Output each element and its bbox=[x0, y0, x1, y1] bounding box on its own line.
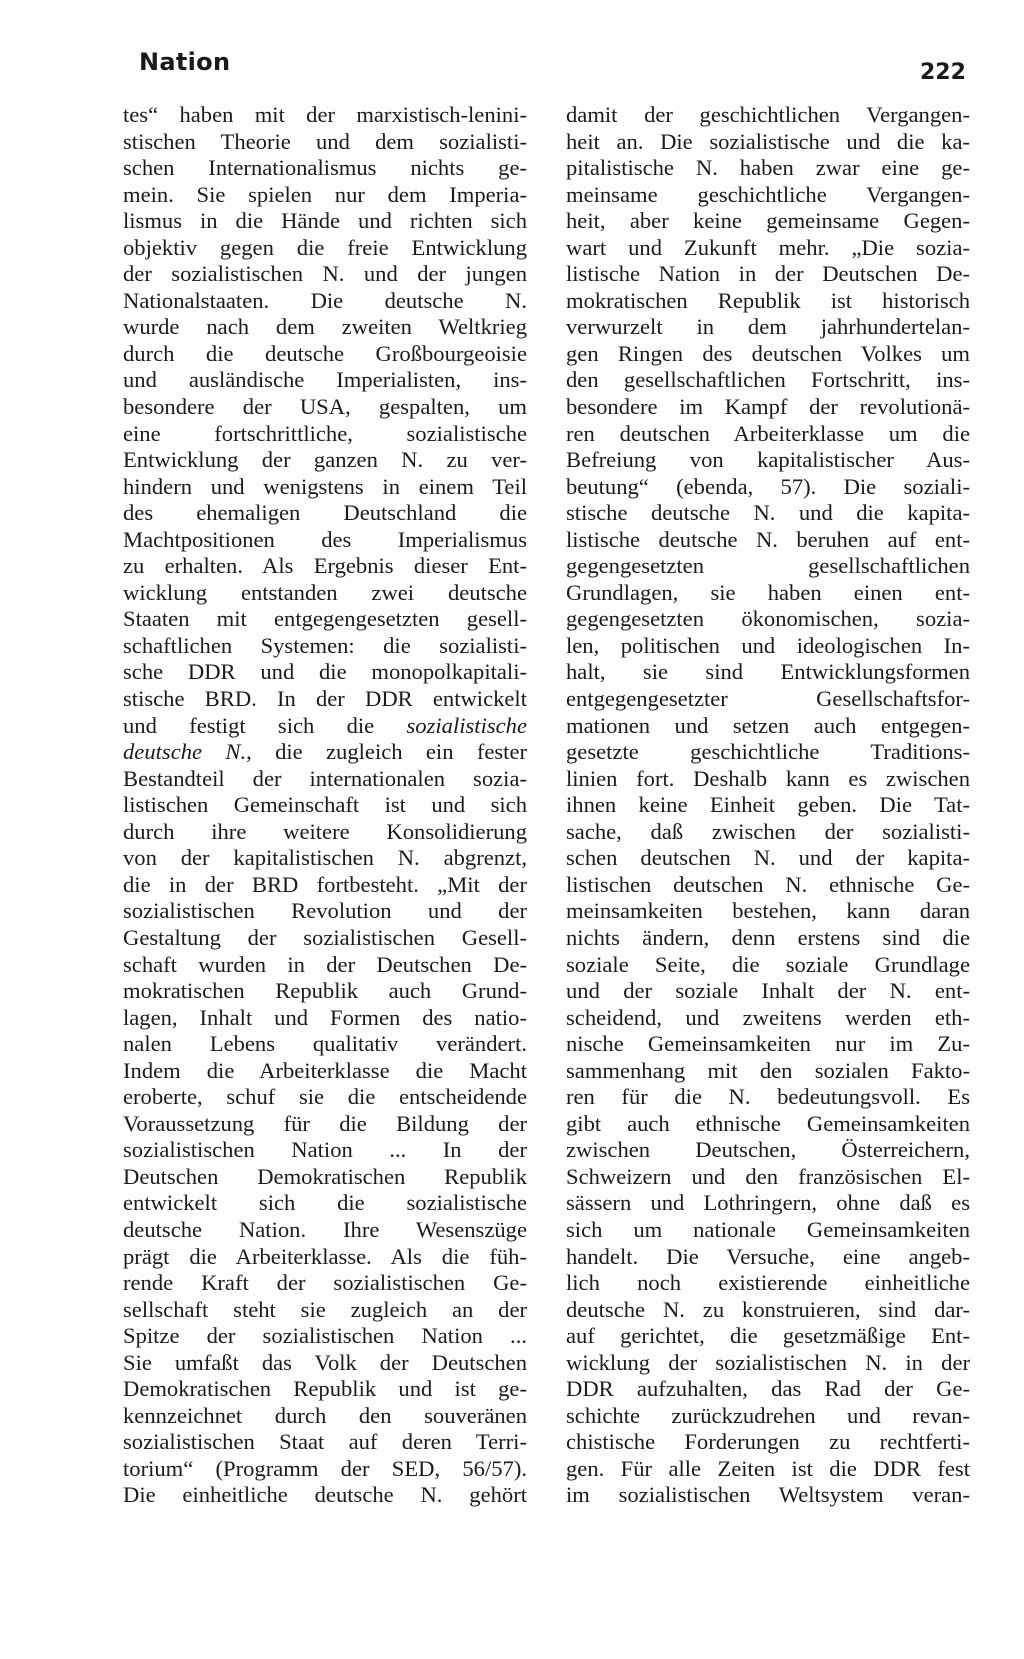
text-line: Bestandteil der internationalen sozia- bbox=[123, 765, 527, 791]
text-line: ren deutschen Arbeiterklasse um die bbox=[566, 420, 970, 446]
text-line: ihnen keine Einheit geben. Die Tat- bbox=[566, 792, 970, 818]
text-line: heit, aber keine gemeinsame Gegen- bbox=[566, 208, 970, 234]
text-line: chistische Forderungen zu rechtferti- bbox=[566, 1429, 970, 1455]
text-line: sozialistischen Staat auf deren Terri- bbox=[123, 1429, 527, 1455]
text-line: deutsche N. zu konstruieren, sind dar- bbox=[566, 1296, 970, 1322]
text-line: mationen und setzen auch entgegen- bbox=[566, 712, 970, 738]
text-line: mokratischen Republik ist historisch bbox=[566, 287, 970, 313]
text-line: tes“ haben mit der marxistisch-lenini- bbox=[123, 102, 527, 127]
text-line: eine fortschrittliche, sozialistische bbox=[123, 420, 527, 446]
text-line: beutung“ (ebenda, 57). Die soziali- bbox=[566, 473, 970, 499]
page-number: 222 bbox=[920, 60, 966, 85]
text-line: wicklung entstanden zwei deutsche bbox=[123, 579, 527, 605]
text-line: torium“ (Programm der SED, 56/57). bbox=[123, 1455, 527, 1481]
text-line: deutsche N., die zugleich ein fester bbox=[123, 739, 527, 765]
text-line: scheidend, und zweitens werden eth- bbox=[566, 1004, 970, 1030]
text-line: ren für die N. bedeutungsvoll. Es bbox=[566, 1084, 970, 1110]
text-line: die in der BRD fortbesteht. „Mit der bbox=[123, 871, 527, 897]
text-line: sellschaft steht sie zugleich an der bbox=[123, 1296, 527, 1322]
text-line: sässern und Lothringern, ohne daß es bbox=[566, 1190, 970, 1216]
text-line: listische deutsche N. beruhen auf ent- bbox=[566, 526, 970, 552]
text-line: mein. Sie spielen nur dem Imperia- bbox=[123, 181, 527, 207]
text-line: Entwicklung der ganzen N. zu ver- bbox=[123, 447, 527, 473]
text-line: objektiv gegen die freie Entwicklung bbox=[123, 234, 527, 260]
text-line: schichte zurückzudrehen und revan- bbox=[566, 1402, 970, 1428]
text-line: linien fort. Deshalb kann es zwischen bbox=[566, 765, 970, 791]
text-line: nichts ändern, denn erstens sind die bbox=[566, 924, 970, 950]
text-line: Nationalstaaten. Die deutsche N. bbox=[123, 287, 527, 313]
text-column-left bbox=[123, 102, 527, 1509]
text-line: Gestaltung der sozialistischen Gesell- bbox=[123, 924, 527, 950]
text-line: listische Nation in der Deutschen De- bbox=[566, 261, 970, 287]
text-line: prägt die Arbeiterklasse. Als die füh- bbox=[123, 1243, 527, 1269]
text-line: der sozialistischen N. und der jungen bbox=[123, 261, 527, 287]
text-column-right bbox=[566, 102, 970, 1509]
text-line: sich um nationale Gemeinsamkeiten bbox=[566, 1216, 970, 1242]
text-line: gesetzte geschichtliche Traditions- bbox=[566, 739, 970, 765]
text-line: soziale Seite, die soziale Grundlage bbox=[566, 951, 970, 977]
text-line: Deutschen Demokratischen Republik bbox=[123, 1163, 527, 1189]
text-line: Die einheitliche deutsche N. gehört bbox=[123, 1482, 527, 1508]
text-line: sozialistischen Nation ... In der bbox=[123, 1137, 527, 1163]
text-line: und der soziale Inhalt der N. ent- bbox=[566, 978, 970, 1004]
text-line: meinsame geschichtliche Vergangen- bbox=[566, 181, 970, 207]
text-line: nische Gemeinsamkeiten nur im Zu- bbox=[566, 1031, 970, 1057]
text-line: pitalistische N. haben zwar eine ge- bbox=[566, 155, 970, 181]
text-line: durch die deutsche Großbourgeoisie bbox=[123, 340, 527, 366]
text-line: Spitze der sozialistischen Nation ... bbox=[123, 1323, 527, 1349]
text-line: Machtpositionen des Imperialismus bbox=[123, 526, 527, 552]
text-line: sache, daß zwischen der sozialisti- bbox=[566, 818, 970, 844]
text-line: gegengesetzten gesellschaftlichen bbox=[566, 553, 970, 579]
text-line: gibt auch ethnische Gemeinsamkeiten bbox=[566, 1110, 970, 1136]
text-line: heit an. Die sozialistische und die ka- bbox=[566, 128, 970, 154]
text-line: zwischen Deutschen, Österreichern, bbox=[566, 1137, 970, 1163]
text-line: Staaten mit entgegengesetzten gesell- bbox=[123, 606, 527, 632]
text-line: gen. Für alle Zeiten ist die DDR fest bbox=[566, 1455, 970, 1481]
text-line: sammenhang mit den sozialen Fakto- bbox=[566, 1057, 970, 1083]
text-line: wart und Zukunft mehr. „Die sozia- bbox=[566, 234, 970, 260]
text-line: eroberte, schuf sie die entscheidende bbox=[123, 1084, 527, 1110]
text-line: kennzeichnet durch den souveränen bbox=[123, 1402, 527, 1428]
text-line: schen Internationalismus nichts ge- bbox=[123, 155, 527, 181]
text-line: listischen Gemeinschaft ist und sich bbox=[123, 792, 527, 818]
text-line: wurde nach dem zweiten Weltkrieg bbox=[123, 314, 527, 340]
text-line: schaftlichen Systemen: die sozialisti- bbox=[123, 632, 527, 658]
text-line: nalen Lebens qualitativ verändert. bbox=[123, 1031, 527, 1057]
text-line: Sie umfaßt das Volk der Deutschen bbox=[123, 1349, 527, 1375]
text-line: Grundlagen, sie haben einen ent- bbox=[566, 579, 970, 605]
text-line: DDR aufzuhalten, das Rad der Ge- bbox=[566, 1376, 970, 1402]
text-line: len, politischen und ideologischen In- bbox=[566, 632, 970, 658]
text-line: wicklung der sozialistischen N. in der bbox=[566, 1349, 970, 1375]
text-line: und festigt sich die sozialistische bbox=[123, 712, 527, 738]
text-line: entgegengesetzter Gesellschaftsfor- bbox=[566, 686, 970, 712]
text-line: besondere der USA, gespalten, um bbox=[123, 394, 527, 420]
text-line: deutsche Nation. Ihre Wesenszüge bbox=[123, 1216, 527, 1242]
text-line: Schweizern und den französischen El- bbox=[566, 1163, 970, 1189]
text-line: schaft wurden in der Deutschen De- bbox=[123, 951, 527, 977]
text-line: im sozialistischen Weltsystem veran- bbox=[566, 1482, 970, 1508]
text-line: besondere im Kampf der revolutionä- bbox=[566, 394, 970, 420]
text-line: mokratischen Republik auch Grund- bbox=[123, 978, 527, 1004]
text-line: verwurzelt in dem jahrhundertelan- bbox=[566, 314, 970, 340]
text-line: zu erhalten. Als Ergebnis dieser Ent- bbox=[123, 553, 527, 579]
running-header: Nation bbox=[139, 48, 231, 76]
text-line: lagen, Inhalt und Formen des natio- bbox=[123, 1004, 527, 1030]
text-line: halt, sie sind Entwicklungsformen bbox=[566, 659, 970, 685]
text-line: gegengesetzten ökonomischen, sozia- bbox=[566, 606, 970, 632]
text-line: stischen Theorie und dem sozialisti- bbox=[123, 128, 527, 154]
text-line: meinsamkeiten bestehen, kann daran bbox=[566, 898, 970, 924]
text-line: hindern und wenigstens in einem Teil bbox=[123, 473, 527, 499]
text-line: schen deutschen N. und der kapita- bbox=[566, 845, 970, 871]
text-line: Indem die Arbeiterklasse die Macht bbox=[123, 1057, 527, 1083]
text-line: sozialistischen Revolution und der bbox=[123, 898, 527, 924]
text-line: damit der geschichtlichen Vergangen- bbox=[566, 102, 970, 127]
text-line: lich noch existierende einheitliche bbox=[566, 1270, 970, 1296]
text-line: Demokratischen Republik und ist ge- bbox=[123, 1376, 527, 1402]
text-line: des ehemaligen Deutschland die bbox=[123, 500, 527, 526]
text-line: und ausländische Imperialisten, ins- bbox=[123, 367, 527, 393]
text-line: stische BRD. In der DDR entwickelt bbox=[123, 686, 527, 712]
text-line: von der kapitalistischen N. abgrenzt, bbox=[123, 845, 527, 871]
text-line: listischen deutschen N. ethnische Ge- bbox=[566, 871, 970, 897]
text-line: sche DDR und die monopolkapitali- bbox=[123, 659, 527, 685]
text-line: Voraussetzung für die Bildung der bbox=[123, 1110, 527, 1136]
text-line: entwickelt sich die sozialistische bbox=[123, 1190, 527, 1216]
text-line: durch ihre weitere Konsolidierung bbox=[123, 818, 527, 844]
text-line: gen Ringen des deutschen Volkes um bbox=[566, 340, 970, 366]
text-line: Befreiung von kapitalistischer Aus- bbox=[566, 447, 970, 473]
text-line: lismus in die Hände und richten sich bbox=[123, 208, 527, 234]
text-line: auf gerichtet, die gesetzmäßige Ent- bbox=[566, 1323, 970, 1349]
text-line: handelt. Die Versuche, eine angeb- bbox=[566, 1243, 970, 1269]
text-line: stische deutsche N. und die kapita- bbox=[566, 500, 970, 526]
text-line: rende Kraft der sozialistischen Ge- bbox=[123, 1270, 527, 1296]
text-line: den gesellschaftlichen Fortschritt, ins- bbox=[566, 367, 970, 393]
